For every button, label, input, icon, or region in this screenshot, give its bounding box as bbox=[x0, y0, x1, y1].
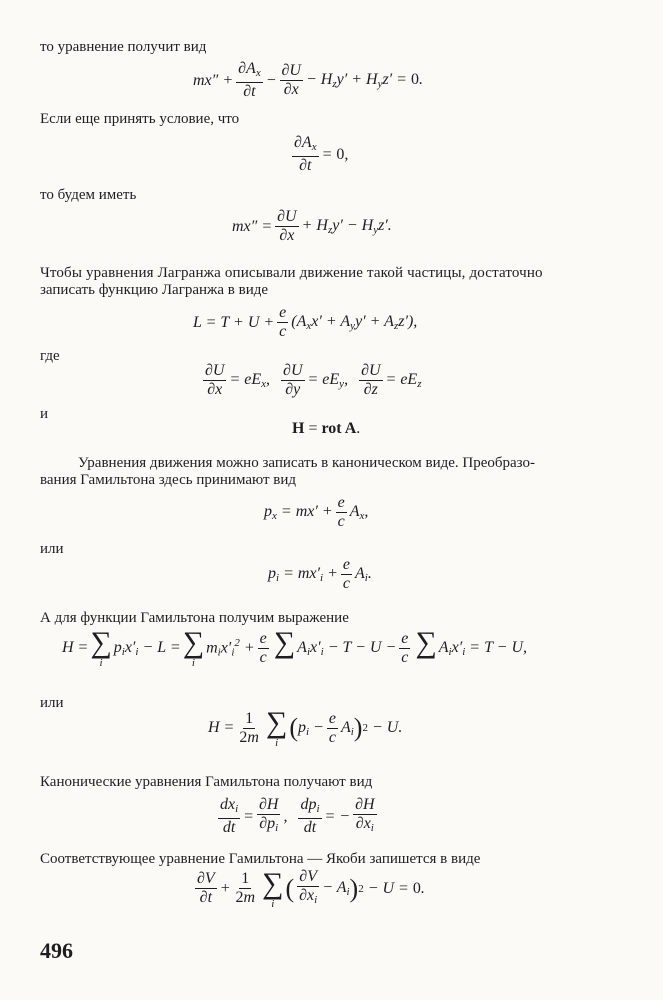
text-line: Если еще принять условие, что bbox=[40, 111, 240, 127]
equation-momentum-i: $p_i = mx'_i$ + $\frac{e}{c}$ $A_i$. bbox=[268, 556, 372, 592]
text-line: то будем иметь bbox=[40, 187, 137, 203]
equation-lagrangian: L = T + U + $\frac{e}{c}$ $(A_xx' + A_yy' + A_zz')$, bbox=[193, 304, 418, 340]
text-line: вания Гамильтона здесь принимают вид bbox=[40, 472, 297, 488]
equation-2: $\frac{\partial A_x}{\partial t}$ = 0, bbox=[294, 134, 349, 174]
equation-hamiltonian: H = ∑ i $p_ix'_i - L$ = ∑ i $m_ix'_i^2$ + $\frac{e}{c}$ ∑ $A_ix'_i - T - U$ − $\frac{e}{c}$ ∑ $A_ix'_i = T - U$, bbox=[62, 626, 528, 669]
equation-hamiltonian-momentum: H = $\frac{1}{2m}$ ∑ i ( $p_i$ − $\frac{e}{c}$ $A_i$ ) 2 − U. bbox=[208, 706, 403, 749]
equation-canonical: $\frac{dx_i}{dt}$ = $\frac{\partial H}{\partial p_i}$ , $\frac{dp_i}{dt}$ = − $\frac{\partial H}{\partial x_i}$ bbox=[220, 796, 375, 836]
text-line: Чтобы уравнения Лагранжа описывали движение такой частицы, достаточно bbox=[40, 265, 543, 281]
text-line: Соответствующее уравнение Гамильтона — Якоби запишется в виде bbox=[40, 851, 481, 867]
equation-rot: H = rot A. bbox=[292, 420, 361, 437]
text-line: или bbox=[40, 695, 64, 711]
equation-hamilton-jacobi: $\frac{\partial V}{\partial t}$ + $\frac{1}{2m}$ ∑ i ( $\frac{\partial V}{\partial x_i}$ − $A_i$ ) 2 − U = 0. bbox=[197, 866, 425, 910]
equation-3: mx″ = $\frac{\partial U}{\partial x}$ + $H_zy' - H_yz'$. bbox=[232, 208, 392, 244]
equation-1: mx″ + $\frac{\partial A_x}{\partial t}$ − $\frac{\partial U}{\partial x}$ − $H_zy' + H_yz' = 0$. bbox=[193, 60, 423, 100]
text-line: записать функцию Лагранжа в виде bbox=[40, 282, 269, 298]
equation-gradients: $\frac{\partial U}{\partial x}$ = $eE_x$, $\frac{\partial U}{\partial y}$ = $eE_y$, $\frac{\partial U}{\partial z}$ = $eE_z$ bbox=[205, 362, 422, 398]
text-line: и bbox=[40, 406, 49, 422]
text-line: Канонические уравнения Гамильтона получают вид bbox=[40, 774, 373, 790]
text-line: Уравнения движения можно записать в каноническом виде. Преобразо- bbox=[78, 455, 536, 471]
text-line: то уравнение получит вид bbox=[40, 39, 207, 55]
text-line: или bbox=[40, 541, 64, 557]
text-line: где bbox=[40, 348, 60, 364]
text-line: А для функции Гамильтона получим выражение bbox=[40, 610, 349, 626]
page-number: 496 bbox=[40, 938, 73, 963]
equation-momentum-x: $p_x = mx'$ + $\frac{e}{c}$ $A_x$, bbox=[264, 494, 369, 530]
